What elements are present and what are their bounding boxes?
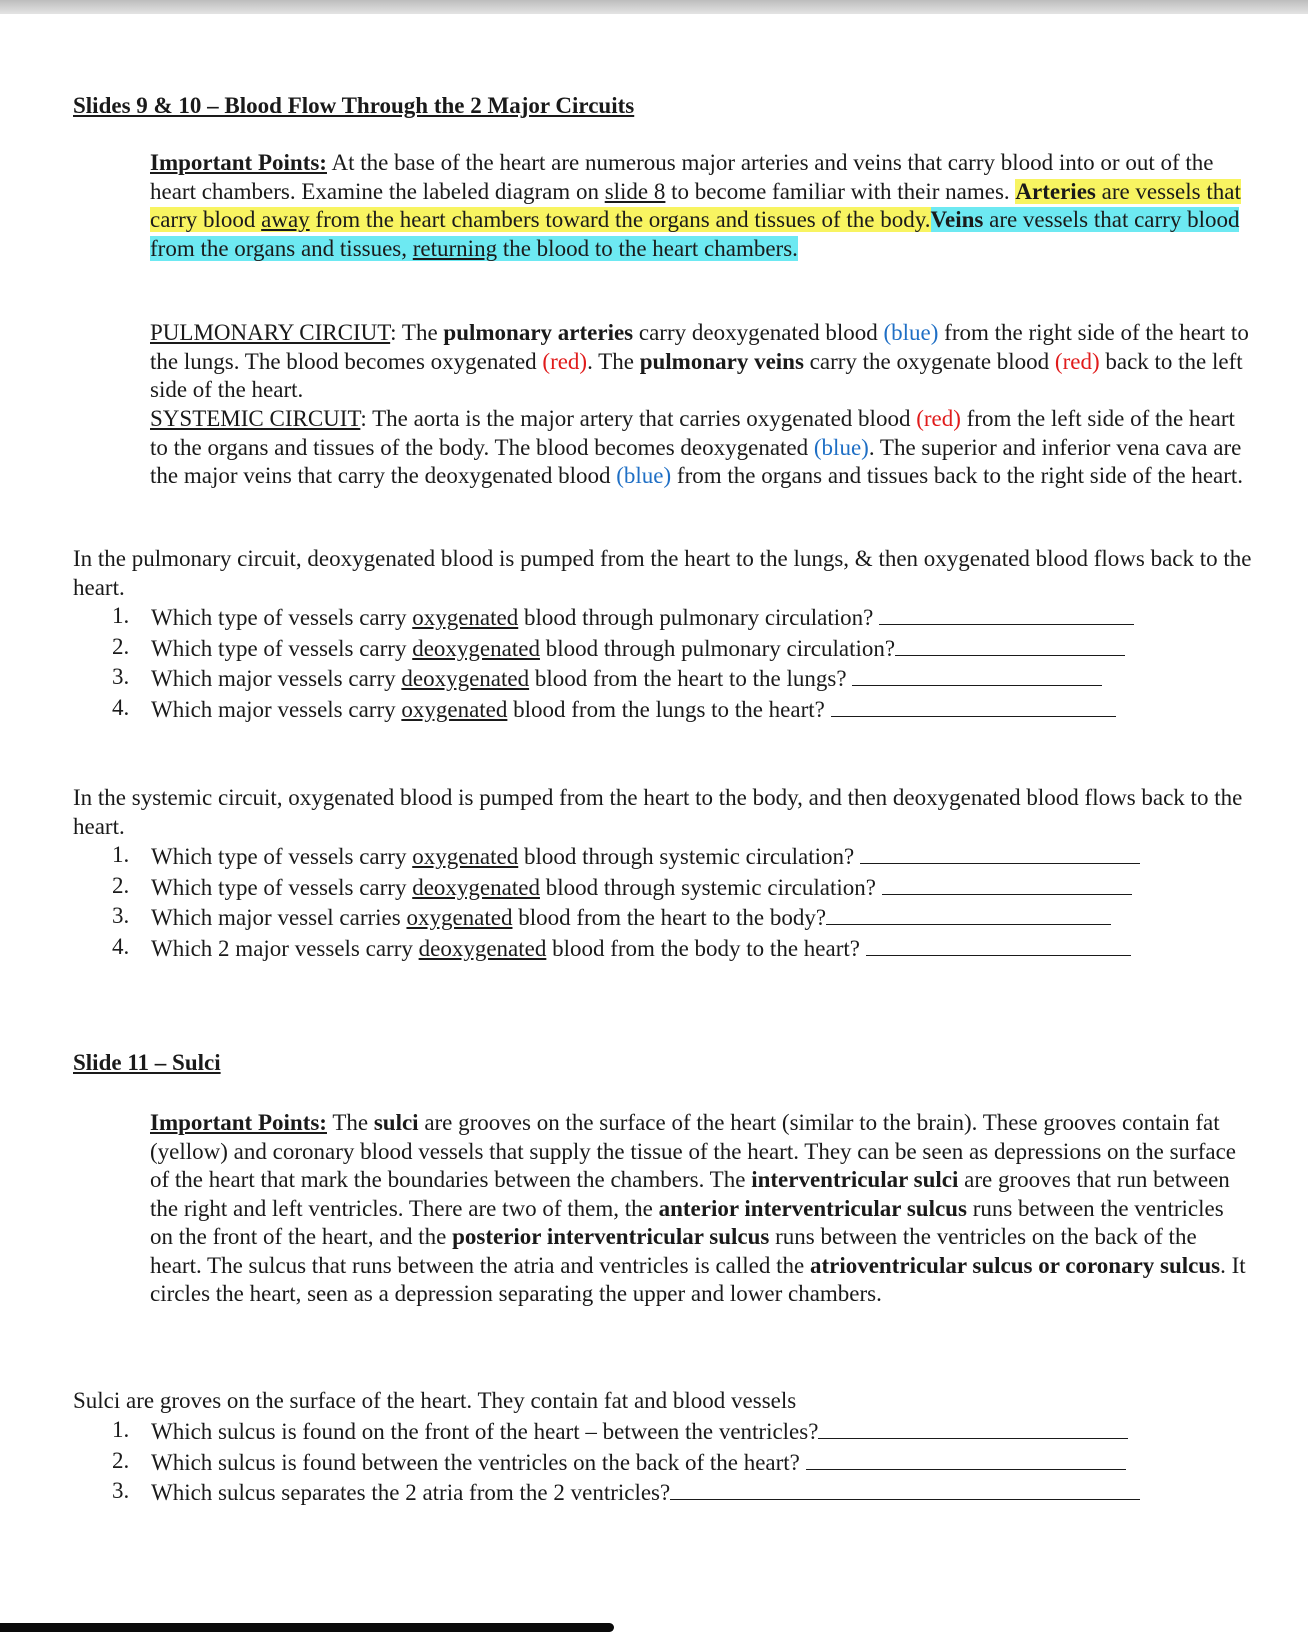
- atrioventricular-term: atrioventricular sulcus or coronary sulcus: [809, 1252, 1221, 1278]
- text: : The aorta is the major artery that carries oxygenated blood: [360, 406, 917, 431]
- text: runs between the ventricles on the front of the heart, and the: [150, 1195, 1224, 1249]
- question-number: 3.: [112, 664, 130, 689]
- home-indicator: [0, 1623, 614, 1632]
- text: from the heart chambers toward the organs and tissues of the body.: [309, 207, 931, 232]
- text: : The: [390, 320, 444, 345]
- question-item: [112, 1477, 1262, 1508]
- answer-blank[interactable]: [818, 1416, 1128, 1439]
- question-text: blood from the heart to the lungs?: [529, 666, 853, 691]
- question-text: blood through systemic circulation?: [518, 844, 860, 869]
- text: the blood to the heart chambers.: [497, 235, 798, 261]
- red-note: (red): [542, 348, 588, 374]
- slide-8-link[interactable]: slide 8: [604, 178, 666, 204]
- question-number: 4.: [112, 694, 130, 720]
- question-number: 2.: [112, 633, 130, 659]
- question-item: [112, 694, 1262, 725]
- text: from the right side of the heart to the lungs. The blood becomes oxygenated: [150, 320, 1249, 374]
- text: carry deoxygenated blood: [633, 320, 884, 345]
- blue-note: (blue): [616, 463, 672, 488]
- important-label: Important Points:: [150, 1110, 327, 1135]
- text: . The: [587, 348, 640, 374]
- section-heading-sulci: Slide 11 – Sulci: [73, 1050, 221, 1075]
- question-text: blood from the lungs to the heart?: [507, 696, 831, 722]
- question-item: [112, 902, 1262, 933]
- question-keyword: deoxygenated: [418, 935, 547, 961]
- systemic-label: SYSTEMIC CIRCUIT: [150, 406, 361, 431]
- question-text: Which major vessels carry: [151, 696, 402, 722]
- blue-note: (blue): [883, 320, 939, 345]
- question-text: blood from the heart to the body?: [512, 905, 827, 930]
- question-text: Which major vessel carries: [151, 905, 407, 930]
- important-points-vessels: [150, 149, 1250, 263]
- question-keyword: oxygenated: [412, 844, 519, 869]
- question-item: [112, 933, 1262, 964]
- question-text: blood through pulmonary circulation?: [518, 605, 880, 630]
- question-number: 1.: [112, 603, 130, 628]
- text: carry the oxygenate blood: [803, 348, 1055, 374]
- systemic-circuit-paragraph: [150, 405, 1250, 491]
- away-word: away: [261, 207, 310, 232]
- pulmonary-question-list: [112, 602, 1262, 724]
- answer-blank[interactable]: [860, 841, 1140, 864]
- question-number: 2.: [112, 1447, 130, 1473]
- text: back to the left side of the heart.: [150, 348, 1243, 402]
- answer-blank[interactable]: [895, 633, 1125, 656]
- question-item: [112, 1416, 1262, 1447]
- question-text: Which type of vessels carry: [151, 635, 413, 661]
- answer-blank[interactable]: [806, 1447, 1126, 1470]
- question-item: [112, 663, 1262, 694]
- red-note: (red): [1054, 348, 1100, 374]
- question-text: Which type of vessels carry: [151, 844, 413, 869]
- question-text: Which type of vessels carry: [151, 605, 413, 630]
- answer-blank[interactable]: [879, 602, 1134, 625]
- question-number: 1.: [112, 1417, 130, 1442]
- text: . It circles the heart, seen as a depression separating the upper and lower chambers.: [150, 1252, 1246, 1306]
- anterior-term: anterior interventricular sulcus: [658, 1195, 967, 1221]
- question-keyword: oxygenated: [401, 696, 508, 722]
- text: . The superior and inferior vena cava are the major veins that carry the deoxygenated blood: [150, 434, 1242, 488]
- question-item: [112, 602, 1262, 633]
- question-keyword: deoxygenated: [412, 635, 540, 661]
- pulmonary-veins-term: pulmonary veins: [639, 348, 804, 374]
- returning-word: returning: [412, 235, 498, 261]
- question-text: Which sulcus is found between the ventricles on the back of the heart?: [151, 1449, 806, 1475]
- question-keyword: deoxygenated: [401, 666, 530, 691]
- sulci-term: sulci: [373, 1110, 419, 1135]
- important-points-sulci: [150, 1109, 1250, 1309]
- question-number: 2.: [112, 872, 130, 898]
- question-text: Which major vessels carry: [151, 666, 402, 691]
- question-item: [112, 872, 1262, 903]
- text: are vessels that carry blood: [150, 178, 1241, 232]
- systemic-intro: In the systemic circuit, oxygenated blood is pumped from the heart to the body, and then deoxygenated blood flows back to the heart.: [73, 785, 1243, 839]
- pulmonary-circuit-paragraph: [150, 319, 1250, 405]
- question-keyword: oxygenated: [406, 905, 513, 930]
- question-text: Which sulcus separates the 2 atria from the 2 ventricles?: [151, 1480, 671, 1505]
- text: are vessels that carry blood from the organs and tissues,: [150, 207, 1240, 261]
- arteries-term: Arteries: [1015, 178, 1096, 204]
- text: are grooves on the surface of the heart (similar to the brain). These grooves contain fat (yellow) and coronary blood vessels that supply the tissue of the heart. They can be seen as depressions on the surface of the heart that mark the boundaries between the chambers. The: [150, 1110, 1237, 1192]
- blue-note: (blue): [813, 434, 869, 460]
- answer-blank[interactable]: [826, 902, 1111, 925]
- question-text: Which type of vessels carry: [151, 874, 413, 900]
- text: runs between the ventricles on the back of the heart. The sulcus that runs between the atria and ventricles is called the: [150, 1224, 1197, 1278]
- question-number: 1.: [112, 842, 130, 867]
- question-item: [112, 633, 1262, 664]
- text: from the organs and tissues back to the right side of the heart.: [671, 463, 1244, 488]
- question-number: 3.: [112, 903, 130, 928]
- text: The: [326, 1110, 374, 1135]
- question-number: 4.: [112, 933, 130, 959]
- pulmonary-label: PULMONARY CIRCIUT: [150, 320, 391, 345]
- red-note: (red): [916, 406, 961, 431]
- answer-blank[interactable]: [882, 872, 1132, 895]
- question-item: [112, 1447, 1262, 1478]
- text: from the left side of the heart to the organs and tissues of the body. The blood becomes deoxygenated: [150, 406, 1235, 460]
- important-label: Important Points:: [150, 150, 327, 175]
- question-text: blood through pulmonary circulation?: [539, 635, 896, 661]
- question-keyword: oxygenated: [412, 605, 519, 630]
- posterior-term: posterior interventricular sulcus: [452, 1224, 770, 1249]
- section-heading-blood-flow: Slides 9 & 10 – Blood Flow Through the 2 Major Circuits: [73, 93, 635, 118]
- text: At the base of the heart are numerous major arteries and veins that carry blood into or out of the heart chambers. Examine the labeled diagram on: [150, 150, 1214, 204]
- question-text: blood from the body to the heart?: [546, 935, 866, 961]
- text: are grooves that run between the right and left ventricles. There are two of them, the: [150, 1167, 1230, 1221]
- top-bar: [0, 0, 1308, 14]
- question-text: Which sulcus is found on the front of the heart – between the ventricles?: [151, 1419, 819, 1444]
- question-text: blood through systemic circulation?: [539, 874, 882, 900]
- text: to become familiar with their names.: [665, 178, 1016, 204]
- veins-term: Veins: [930, 207, 984, 232]
- question-number: 3.: [112, 1478, 130, 1503]
- systemic-question-list: [112, 841, 1262, 963]
- question-text: Which 2 major vessels carry: [151, 935, 419, 961]
- answer-blank[interactable]: [852, 663, 1102, 686]
- answer-blank[interactable]: [866, 933, 1131, 956]
- interventricular-term: interventricular sulci: [751, 1167, 959, 1192]
- sulci-intro: Sulci are groves on the surface of the heart. They contain fat and blood vessels: [73, 1388, 797, 1413]
- pulmonary-intro: In the pulmonary circuit, deoxygenated blood is pumped from the heart to the lungs, & then oxygenated blood flows back to the heart.: [73, 546, 1252, 600]
- question-keyword: deoxygenated: [412, 874, 540, 900]
- answer-blank[interactable]: [670, 1477, 1140, 1500]
- answer-blank[interactable]: [831, 694, 1116, 717]
- sulci-question-list: [112, 1416, 1262, 1508]
- question-item: [112, 841, 1262, 872]
- pulmonary-arteries-term: pulmonary arteries: [443, 320, 634, 345]
